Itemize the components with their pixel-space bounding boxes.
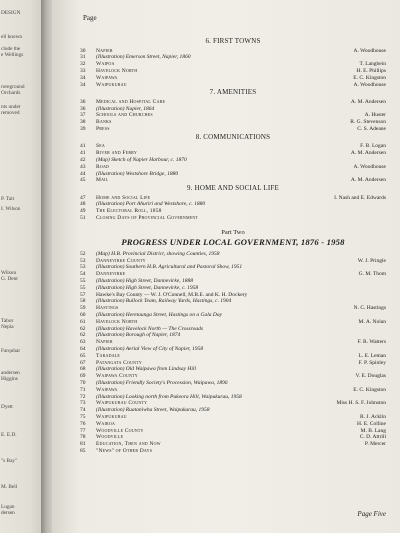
contents-entry	[80, 448, 386, 455]
entry-title: (Illustration) Friendly Society's Procession, Waipawa, 1896	[96, 380, 228, 386]
entry-title: Banks	[96, 119, 112, 126]
entry-title: (Map) H.B. Provincial District, showing Counties, 1958	[96, 250, 220, 257]
left-page-text-fragment: P. Tait	[1, 196, 15, 202]
entry-page-number: 31	[80, 54, 86, 61]
contents-entry	[80, 68, 386, 75]
contents-entry	[80, 394, 386, 401]
left-page-text-fragment: Lugan	[1, 504, 15, 510]
entry-author: P. Mercer	[364, 441, 386, 448]
entry-title: Hawke's Bay County — W. J. O'Connell, M.B.E. and K. H. Dockery	[96, 291, 248, 298]
entry-title: (Illustration) Bullock Team, Railway Yards, Hastings, c. 1904	[96, 298, 232, 305]
contents-entry	[80, 171, 386, 178]
entry-title: (Map) Sketch of Napier Harbour, c. 1870	[96, 156, 187, 163]
left-page-text-fragment: ell known	[1, 34, 23, 40]
entry-page-number: 70	[80, 380, 86, 386]
left-page-text-fragment: M. Bell	[1, 484, 18, 490]
entry-page-number: 71	[80, 386, 86, 393]
entry-title: Closing Days of Provincial Government	[96, 215, 199, 221]
entry-author: A. Huster	[364, 112, 386, 119]
entry-page-number: 53	[80, 264, 86, 271]
contents-entry	[80, 407, 386, 414]
contents-entry	[80, 143, 386, 150]
left-page-text-fragment: removed	[1, 110, 20, 116]
contents-entry	[80, 251, 386, 258]
entry-page-number: 54	[80, 271, 86, 278]
entry-title: Dannevirke	[96, 271, 126, 278]
left-page-text-fragment: Nepia	[1, 324, 14, 330]
entry-title: (Illustration) Looking north from Pukeora Hill, Waipukurau, 1958	[96, 393, 242, 400]
entry-page-number: 30	[80, 47, 86, 54]
entry-author: R. G. Stevenson	[350, 119, 386, 126]
entry-title: Woodville County	[96, 427, 144, 434]
entry-page-number: 60	[80, 312, 86, 318]
entry-title: Road	[96, 163, 110, 170]
entry-page-number: 85	[80, 448, 86, 454]
entry-page-number: 34	[80, 81, 86, 88]
entry-page-number: 52	[80, 250, 86, 257]
entry-page-number: 41	[80, 143, 86, 150]
entry-title: (Illustration) Emerson Street, Napier, 1860	[96, 54, 191, 61]
entry-page-number: 36	[80, 98, 86, 105]
entry-title: (Illustration) Westshore Bridge, 1880	[96, 170, 179, 177]
contents-entry	[80, 332, 386, 339]
entry-title: Waipukurau	[96, 414, 127, 420]
entry-title: Waipukurau County	[96, 400, 148, 407]
entry-title: (Illustration) Port Ahuriri and Westshore, c. 1880	[96, 201, 206, 208]
left-page-text-fragment: E. E.D.	[1, 432, 17, 438]
entry-page-number: 37	[80, 112, 86, 119]
entry-title: Waipawa	[96, 74, 118, 81]
entry-page-number: 57	[80, 291, 86, 298]
entry-title: Medical and Hospital Care	[96, 98, 166, 105]
entry-title: Havelock North	[96, 67, 138, 74]
entry-author: H. E. Colline	[356, 420, 386, 427]
contents-entry	[80, 414, 386, 421]
contents-entry	[80, 271, 386, 278]
entry-page-number: 62	[80, 332, 86, 339]
contents-entry	[80, 201, 386, 208]
entry-title: Mail	[96, 177, 109, 184]
part-subtitle: PROGRESS UNDER LOCAL GOVERNMENT, 1876 - 1958	[121, 236, 345, 247]
contents-entry	[80, 54, 386, 61]
contents-entry	[80, 319, 386, 326]
contents-entry	[80, 99, 386, 106]
entry-author: F. P. Spinley	[358, 359, 386, 366]
page-column-label: Page	[83, 14, 97, 22]
entry-page-number: 55	[80, 278, 86, 284]
entry-author: A. M. Andersen	[350, 177, 386, 184]
entry-page-number: 62	[80, 325, 86, 332]
contents-entry	[80, 285, 386, 292]
entry-page-number: 76	[80, 420, 86, 427]
entry-author: A. M. Andersen	[350, 150, 386, 157]
entry-page-number: 44	[80, 170, 86, 177]
entry-title: Sea	[96, 143, 105, 150]
entry-page-number: 38	[80, 119, 86, 126]
left-page-text-fragment: dersen	[1, 510, 15, 516]
entry-title: Woodville	[96, 434, 124, 441]
entry-title: (Illustration) High Street, Dannevirke, c. 1958	[96, 284, 199, 291]
left-page-text-fragment: andersen	[1, 370, 20, 376]
entry-page-number: 47	[80, 194, 86, 201]
entry-title: Waipawa	[96, 386, 118, 393]
contents-entry	[80, 75, 386, 82]
contents-entry	[80, 434, 386, 441]
contents-entry	[80, 177, 386, 184]
entry-author: E. C. Kingston	[353, 386, 386, 393]
section-heading: 9. HOME AND SOCIAL LIFE	[186, 184, 280, 193]
left-page-text-fragment: "s Bay"	[1, 458, 18, 464]
contents-entry	[80, 339, 386, 346]
left-page-text-fragment: e Wellings	[1, 52, 24, 58]
contents-entry	[80, 346, 386, 353]
contents-entry	[80, 312, 386, 319]
entry-page-number: 39	[80, 126, 86, 132]
entry-title: "News" of Other Days	[96, 448, 153, 454]
entry-page-number: 36	[80, 105, 86, 112]
entry-author: F. R. Watters	[357, 339, 386, 346]
entry-page-number: 68	[80, 366, 86, 373]
left-page-text-fragment: DESIGN	[1, 10, 21, 16]
entry-author: M. A. Nolan	[358, 318, 386, 325]
page-number: Page Five	[357, 510, 386, 518]
part-title: Part Two	[221, 228, 245, 236]
entry-page-number: 58	[80, 298, 86, 305]
entry-page-number: 49	[80, 208, 86, 215]
entry-title: Hastings	[96, 305, 119, 312]
contents-entry	[80, 305, 386, 312]
left-page-text-fragment: I. Wilson	[1, 206, 21, 212]
entry-title: (Illustration) Napier, 1864	[96, 105, 155, 112]
contents-entry	[80, 215, 386, 222]
entry-page-number: 48	[80, 201, 86, 208]
contents-entry	[80, 366, 386, 373]
entry-page-number: 63	[80, 339, 86, 346]
left-page-text-fragment: Tabor	[1, 318, 14, 324]
entry-page-number: 64	[80, 346, 86, 352]
left-page-text-fragment: Orchards	[1, 90, 21, 96]
entry-page-number: 74	[80, 407, 86, 414]
entry-title: River and Ferry	[96, 150, 137, 157]
entry-title: (Illustration) Old Waipawa from Lindsay Hill	[96, 366, 196, 373]
entry-author: G. M. Thom	[358, 271, 386, 278]
entry-author: M. B. Lang	[360, 427, 386, 434]
entry-page-number: 41	[80, 150, 86, 157]
left-page-text-fragment: Higgins	[1, 376, 18, 382]
entry-author: R. J. Acklin	[360, 414, 386, 420]
entry-page-number: 73	[80, 400, 86, 407]
entry-title: (Illustration) Borough of Napier, 1874	[96, 332, 181, 339]
contents-entry	[80, 387, 386, 394]
entry-author: H. E. Phillips	[356, 67, 386, 74]
contents-entry	[80, 278, 386, 285]
entry-title: (Illustration) High Street, Dannevirke, 1888	[96, 278, 193, 284]
entry-title: (Illustration) Southern H.B. Agricultural and Pastoral Show, 1951	[96, 264, 243, 271]
left-page-text-fragment: nts under	[1, 104, 21, 110]
contents-entry	[80, 421, 386, 428]
contents-entry	[80, 126, 386, 133]
entry-page-number: 65	[80, 352, 86, 359]
contents-entry	[80, 208, 386, 215]
entry-title: Havelock North	[96, 318, 138, 325]
entry-title: Waipawa County	[96, 373, 138, 380]
contents-entry	[80, 106, 386, 113]
entry-page-number: 69	[80, 373, 86, 380]
entry-page-number: 51	[80, 215, 86, 221]
entry-title: Napier	[96, 47, 113, 54]
entry-page-number: 72	[80, 393, 86, 400]
entry-title: (Illustration) Ruataniwha Street, Waipukurau, 1958	[96, 407, 210, 414]
contents-entry	[80, 298, 386, 305]
left-page-text-fragment: Farquhar	[1, 348, 21, 354]
left-page-text-fragment: Wilson	[1, 270, 17, 276]
contents-entry	[80, 119, 386, 126]
entry-page-number: 61	[80, 318, 86, 325]
section-heading: 6. FIRST TOWNS	[205, 37, 261, 45]
left-page-text-fragment: G. Dent	[1, 276, 18, 282]
entry-title: Waipukurau	[96, 81, 127, 88]
contents-entry	[80, 428, 386, 435]
entry-author: A. Woodhouse	[353, 47, 386, 54]
entry-author: E. C. Kingston	[353, 74, 386, 81]
entry-title: Dannevirke County	[96, 257, 146, 264]
entry-title: (Illustration) Heretaunga Street, Hastings on a Gala Day	[96, 312, 223, 318]
entry-page-number: 45	[80, 177, 86, 184]
entry-page-number: 59	[80, 305, 86, 312]
entry-page-number: 55	[80, 284, 86, 291]
entry-page-number: 53	[80, 257, 86, 264]
entry-page-number: 34	[80, 74, 86, 81]
contents-entry	[80, 157, 386, 164]
entry-author: N. C. Hastings	[353, 305, 386, 312]
entry-page-number: 81	[80, 441, 86, 448]
entry-title: Press	[96, 126, 110, 132]
contents-entry	[80, 112, 386, 119]
entry-author: W. J. Pringle	[357, 257, 386, 264]
entry-page-number: 32	[80, 61, 86, 68]
entry-author: T. Langbein	[359, 61, 386, 68]
left-page-edge	[0, 0, 42, 533]
contents-entry	[80, 353, 386, 360]
contents-page	[52, 0, 400, 533]
contents-entry	[80, 150, 386, 157]
entry-title: Napier	[96, 339, 113, 346]
contents-entry	[80, 164, 386, 171]
entry-title: Taradale	[96, 352, 121, 359]
entry-author: C. D. Attrill	[359, 434, 386, 441]
entry-author: V. E. Douglas	[355, 373, 386, 380]
entry-title: Waipoa	[96, 61, 115, 68]
section-heading: 7. AMENITIES	[209, 88, 257, 97]
contents-entry	[80, 82, 386, 89]
entry-author: A. Woodhouse	[353, 81, 386, 88]
entry-page-number: 77	[80, 427, 86, 434]
contents-entry	[80, 61, 386, 68]
left-page-text-fragment: roreground	[1, 84, 25, 90]
entry-author: F. B. Logan	[360, 143, 386, 150]
entry-page-number: 78	[80, 434, 86, 441]
entry-author: A. M. Andersen	[350, 98, 386, 105]
entry-author: I. Nash and E. Edwards	[334, 194, 386, 201]
entry-page-number: 33	[80, 67, 86, 74]
entry-title: Education, Then and Now	[96, 441, 161, 448]
entry-title: (Illustration) Aerial View of City of Napier, 1958	[96, 346, 204, 352]
entry-page-number: 75	[80, 414, 86, 420]
entry-author: L. E. Leman	[358, 352, 386, 359]
entry-author: Miss H. S. F. Johnston	[336, 400, 386, 407]
entry-title: Home and Social Life	[96, 194, 151, 201]
left-page-text-fragment: clude the	[1, 46, 21, 52]
entry-author: C. S. Adeane	[357, 126, 386, 132]
entry-page-number: 67	[80, 359, 86, 366]
entry-title: Schools and Churches	[96, 112, 153, 119]
entry-title: The Electoral Roll, 1858	[96, 208, 162, 215]
contents-entry	[80, 264, 386, 271]
entry-author: A. Woodhouse	[353, 163, 386, 170]
entry-page-number: 42	[80, 156, 86, 163]
entry-title: Wairoa	[96, 420, 116, 427]
contents-entry	[80, 373, 386, 380]
contents-entry	[80, 441, 386, 448]
entry-title: Patangata County	[96, 359, 142, 366]
section-heading: 8. COMMUNICATIONS	[195, 132, 271, 141]
contents-entry	[80, 380, 386, 387]
entry-title: (Illustration) Havelock North — The Crossroads	[96, 325, 203, 332]
left-page-text-fragment: Dyett	[1, 404, 13, 410]
entry-page-number: 43	[80, 163, 86, 170]
